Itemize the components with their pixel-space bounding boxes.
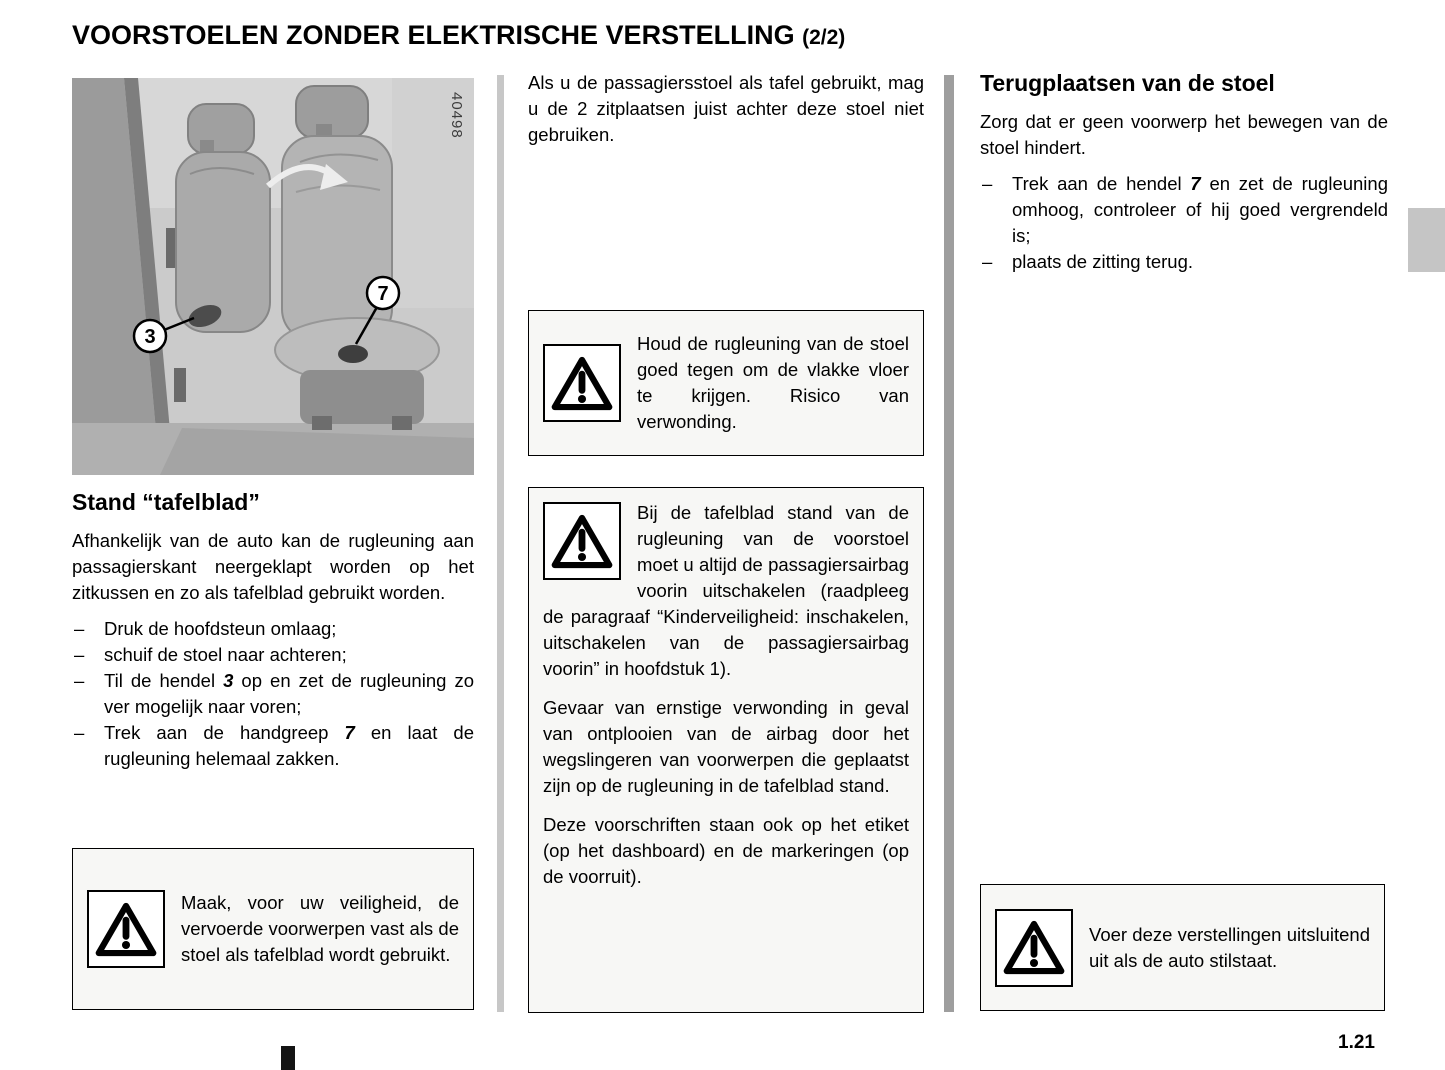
bullet-item: – schuif de stoel naar achteren; (74, 644, 347, 665)
seat-illustration (72, 78, 474, 475)
section-heading-tafelblad: Stand “tafelblad” (72, 489, 260, 515)
bullet-item: – Trek aan de handgreep 7 en laat de rugleuning helemaal zakken. (74, 722, 475, 769)
bullet-item: – plaats de zitting terug. (982, 251, 1193, 272)
page-number: 1.21 (1338, 1032, 1375, 1053)
warning-box-secure-objects (72, 848, 474, 1010)
middle-column (528, 70, 924, 158)
section-heading-terugplaatsen: Terugplaatsen van de stoel (980, 70, 1275, 96)
right-column (980, 70, 1388, 275)
warning-paragraph: Gevaar van ernstige verwonding in geval van ontplooien van de airbag door het wegslingeren van voorwerpen die geplaatst zijn op de rugleuning in de tafelblad stand. (543, 697, 909, 796)
left-column (72, 78, 474, 772)
bullet-item: – Druk de hoofdsteun omlaag; (74, 618, 337, 639)
warning-triangle-icon (87, 890, 165, 968)
warning-triangle-icon (543, 344, 621, 422)
warning-box-stationary (980, 884, 1385, 1011)
far-headrest (188, 104, 254, 154)
callout-label-7: 7 (377, 283, 389, 305)
callout-label-3: 3 (144, 326, 156, 348)
left-bullet-list (72, 616, 474, 772)
page-title-suffix: (2/2) (802, 26, 846, 49)
warning-text: Maak, voor uw veiligheid, de vervoerde voorwerpen vast als de stoel als tafelblad wordt gebruikt. (181, 892, 459, 965)
bullet-item: – Trek aan de hendel 7 en zet de rugleuning omhoog, controleer of hij goed vergrendeld is; (982, 173, 1388, 246)
right-bullet-list (980, 171, 1388, 275)
warning-paragraph: Deze voorschriften staan ook op het etiket (op het dashboard) en de markeringen (op de voorruit). (543, 814, 909, 887)
far-seatback (176, 152, 270, 332)
warning-triangle-icon (543, 502, 621, 580)
warning-triangle-icon (995, 909, 1073, 987)
warning-text: Voer deze verstellingen uitsluitend uit als de auto stilstaat. (1089, 923, 1370, 971)
seat-figure (72, 78, 474, 475)
page-title-text: VOORSTOELEN ZONDER ELEKTRISCHE VERSTELLING (72, 20, 795, 50)
section-edge-tab (1408, 208, 1445, 272)
warning-box-airbag (528, 487, 924, 1013)
warning-text: Houd de rugleuning van de stoel goed tegen om de vlakke vloer te krijgen. Risico van verwonding. (637, 333, 909, 432)
seat-base (300, 370, 424, 424)
photo-id: 40498 (448, 92, 465, 139)
right-intro-paragraph: Zorg dat er geen voorwerp het bewegen van de stoel hindert. (980, 111, 1388, 158)
column-divider-left (497, 75, 504, 1012)
page-title (72, 20, 845, 51)
warning-box-hold-backrest (528, 310, 924, 456)
fold-handle-7 (338, 345, 368, 363)
print-registration-mark (281, 1046, 295, 1070)
warning-paragraph: Bij de tafelblad stand van de rugleuning van de voorstoel moet u altijd de passagiersairbag voorin uitschakelen (raadpleeg de paragraaf “Kinderveiligheid: inschakelen, uitschakelen van de passagiersairbag voorin” in hoofdstuk 1). (543, 502, 909, 679)
bullet-item: – Til de hendel 3 op en zet de rugleuning zo ver mogelijk naar voren; (74, 670, 474, 717)
left-intro-paragraph: Afhankelijk van de auto kan de rugleuning aan passagierskant neergeklapt worden op het zitkussen en zo als tafelblad gebruikt worden. (72, 530, 474, 603)
column-divider-right (944, 75, 954, 1012)
middle-intro-paragraph: Als u de passagiersstoel als tafel gebruikt, mag u de 2 zitplaatsen juist achter deze stoel niet gebruiken. (528, 72, 924, 145)
